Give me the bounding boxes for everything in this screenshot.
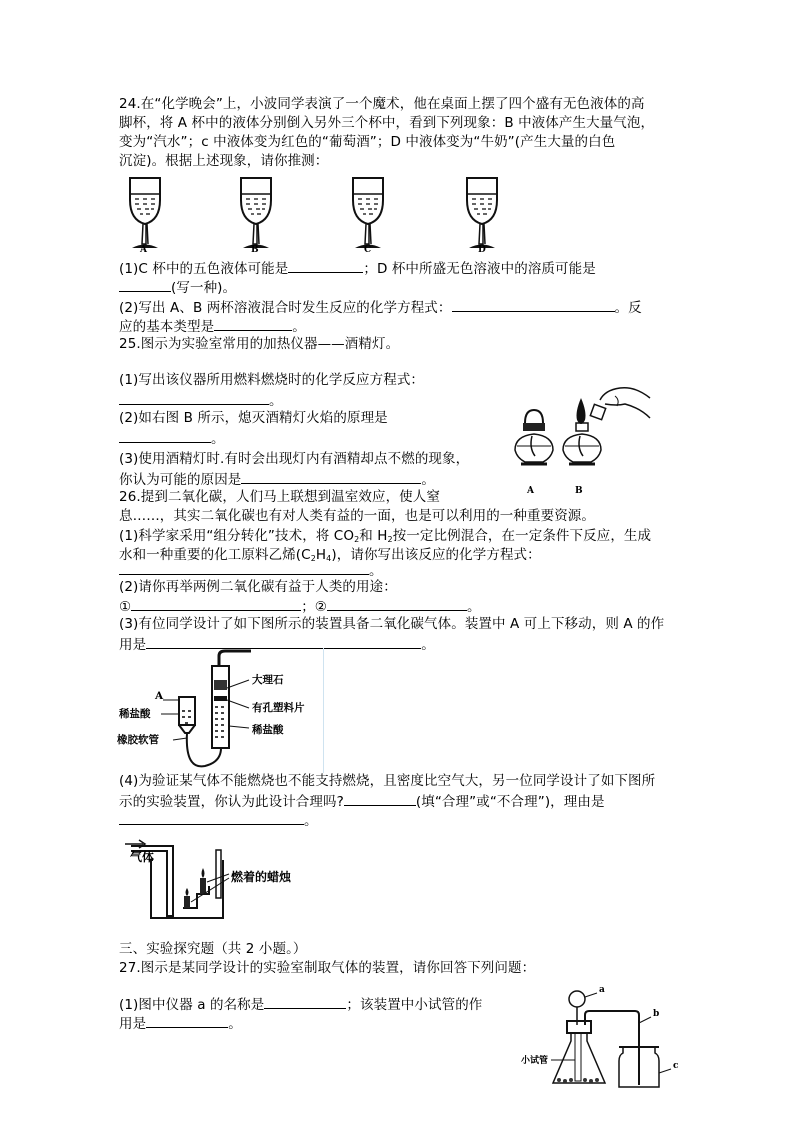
- q24-part2-cont: 应的基本类型是 。: [119, 316, 306, 337]
- answer-blank-reaction-type[interactable]: [214, 316, 292, 331]
- candle-figure: [125, 838, 315, 923]
- answer-blank-co2-use-1[interactable]: [131, 596, 301, 611]
- q26-part4: (4)为验证某气体不能燃烧也不能支持燃烧，且密度比空气大，另一位同学设计了如下图所: [119, 773, 656, 789]
- q25-part1-cont: 。: [119, 390, 283, 411]
- marble-label: 大理石: [252, 674, 284, 686]
- q24-line-4: 沉淀)。根据上述现象，请你推测：: [119, 153, 329, 169]
- q24-part1-cont: (写一种)。: [119, 277, 236, 298]
- q26-line-2: 息……，其实二氧化碳也有对人类有益的一面，也是可以利用的一种重要资源。: [119, 508, 595, 524]
- q24-part2: (2)写出 A、B 两杯溶液混合时发生反应的化学方程式： 。反: [119, 297, 642, 318]
- q24-line-2: 脚杯，将 A 杯中的液体分别倒入另外三个杯中，看到下列现象：B 中液体产生大量气泡，: [119, 115, 655, 131]
- answer-blank-extinguish-principle[interactable]: [119, 428, 211, 443]
- q24-part1: (1)C 杯中的五色液体可能是 ；D 杯中所盛无色溶液中的溶质可能是: [119, 258, 596, 279]
- cup-label-a: A: [140, 245, 147, 255]
- goblets-figure: [110, 172, 530, 257]
- section-3-title: 三、实验探究题（共 2 小题。）: [119, 941, 307, 957]
- q25-part3: (3)使用酒精灯时.有时会出现灯内有酒精却点不燃的现象，: [119, 451, 470, 467]
- q26-part1-cont: 水和一种重要的化工原料乙烯$(C_2H_4)$，请你写出该反应的化学方程式：: [119, 547, 541, 563]
- lamp-label-b: B: [575, 486, 583, 496]
- q26-part1-answer: 。: [119, 560, 383, 581]
- q25-part2: (2)如右图 B 所示，熄灭酒精灯火焰的原理是: [119, 410, 388, 426]
- q25-part3-cont: 你认为可能的原因是 。: [119, 469, 435, 490]
- answer-blank-co2-use-2[interactable]: [327, 596, 467, 611]
- alcohol-lamps-illustration: [505, 378, 655, 498]
- answer-blank-fuel-equation[interactable]: [119, 390, 269, 405]
- q26-part2-answers: ① ；② 。: [119, 596, 481, 617]
- answer-blank-c-liquid[interactable]: [288, 258, 363, 273]
- answer-blank-a-function[interactable]: [146, 634, 421, 649]
- label-b: b: [653, 1009, 660, 1019]
- q27-part1: (1)图中仪器 a 的名称是 ；该装置中小试管的作: [119, 994, 482, 1015]
- q26-line-1: 26.提到二氧化碳，人们马上联想到温室效应，使人窒: [119, 489, 440, 505]
- answer-blank-small-tube-function[interactable]: [146, 1013, 228, 1028]
- q26-part3-cont: 用是 。: [119, 634, 435, 655]
- answer-blank-instrument-a[interactable]: [264, 994, 346, 1009]
- q26-part3: (3)有位同学设计了如下图所示的装置具备二氧化碳气体。装置中 A 可上下移动，则 A 的作: [119, 616, 665, 632]
- dilute-hcl-left-label: 稀盐酸: [119, 708, 151, 720]
- answer-blank-no-ignite-reason[interactable]: [241, 469, 421, 484]
- answer-blank-reason[interactable]: [119, 810, 304, 825]
- lamp-label-a: A: [527, 486, 534, 496]
- q24-line-1: 24.在“化学晚会”上，小波同学表演了一个魔术，他在桌面上摆了四个盛有无色液体的高: [119, 96, 645, 112]
- cup-label-c: C: [364, 245, 372, 255]
- q26-part1: (1)科学家采用“组分转化”技术，将 $CO_2$和 $H_2$按一定比例混合，在一定条件下反应，生成: [119, 528, 652, 544]
- q27-title: 27.图示是某同学设计的实验室制取气体的装置，请你回答下列问题：: [119, 960, 536, 976]
- q25-part1: (1)写出该仪器所用燃料燃烧时的化学反应方程式：: [119, 372, 425, 388]
- answer-blank-reasonable[interactable]: [344, 791, 416, 806]
- goblets-illustration: [110, 172, 530, 257]
- figure-border-line: [323, 648, 324, 773]
- alcohol-lamp-figure: [505, 378, 655, 498]
- dilute-hcl-right-label: 稀盐酸: [252, 724, 284, 736]
- answer-blank-ethylene-equation[interactable]: [119, 560, 369, 575]
- q24-line-3: 变为“汽水”；c 中液体变为红色的“葡萄酒”；D 中液体变为“牛奶”(产生大量的白色: [119, 134, 616, 150]
- gas-apparatus-figure: [515, 985, 680, 1090]
- gas-apparatus-illustration: [515, 985, 680, 1090]
- q25-part2-cont: 。: [119, 428, 225, 449]
- q27-part1-cont: 用是 。: [119, 1013, 242, 1034]
- q26-part4-answer: 。: [119, 810, 318, 831]
- small-tube-label: 小试管: [521, 1056, 549, 1066]
- label-c: c: [673, 1061, 679, 1071]
- cup-label-d: D: [478, 245, 486, 255]
- label-a: a: [599, 985, 605, 995]
- answer-blank-ab-equation[interactable]: [452, 297, 615, 312]
- cup-label-b: B: [251, 245, 259, 255]
- gas-label: 气体: [130, 850, 155, 864]
- answer-blank-d-solute[interactable]: [119, 277, 171, 292]
- rubber-hose-label: 橡胶软管: [117, 734, 159, 746]
- q26-part2: (2)请你再举两例二氧化碳有益于人类的用途：: [119, 579, 397, 595]
- co2-generator-figure: [115, 648, 330, 773]
- q25-title: 25.图示为实验室常用的加热仪器——酒精灯。: [119, 336, 400, 352]
- perforated-plate-label: 有孔塑料片: [252, 702, 305, 714]
- funnel-a-label: A: [155, 690, 164, 702]
- q26-part4-cont: 示的实验装置，你认为此设计合理吗? (填“合理”或“不合理”)，理由是: [119, 791, 605, 812]
- burning-candle-label: 燃着的蜡烛: [231, 870, 292, 884]
